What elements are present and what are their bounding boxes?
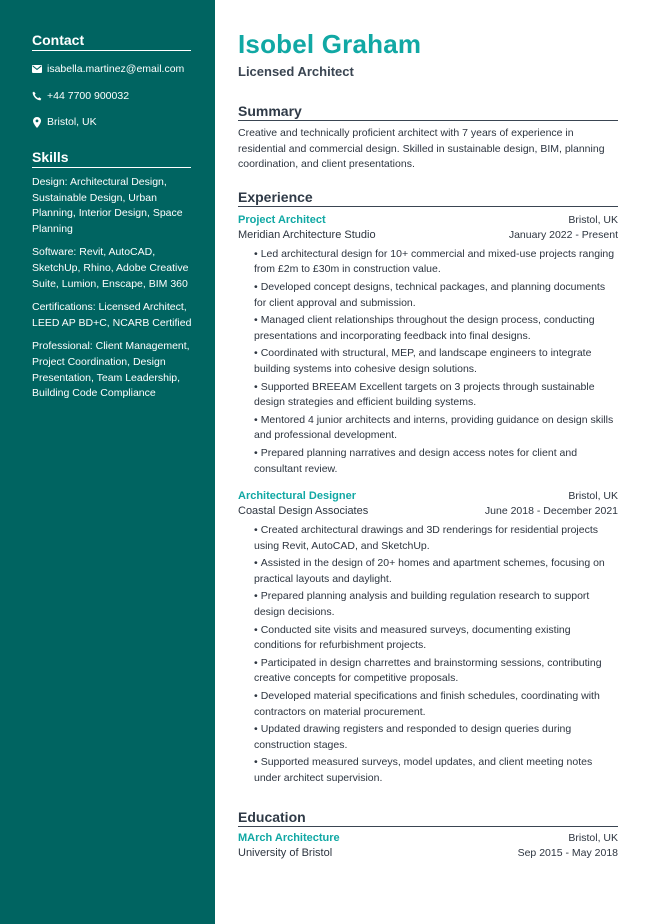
sidebar [0, 0, 215, 924]
job-title: Project Architect [238, 213, 326, 226]
summary-section [238, 103, 618, 173]
bullet-item: • Assisted in the design of 20+ homes and apartment schemes, focusing on practical layouts and daylight. [254, 556, 618, 587]
job-dates: January 2022 - Present [508, 228, 618, 241]
bullet-item: • Created architectural drawings and 3D renderings for residential projects using Revit, AutoCAD, and SketchUp. [254, 523, 618, 554]
map-pin-icon [32, 117, 42, 127]
email-text: isabella.martinez@email.com [47, 63, 185, 75]
job-organization: Meridian Architecture Studio [238, 228, 376, 241]
bullet-item: • Managed client relationships throughout the design process, conducting presentations and incorporating feedback into final designs. [254, 313, 618, 344]
contact-email[interactable] [32, 61, 191, 77]
bullet-item: • Developed concept designs, technical packages, and planning documents for client approval and submission. [254, 280, 618, 311]
job-entry [238, 213, 618, 477]
location-text: Bristol, UK [47, 116, 97, 128]
bullet-item: • Supported measured surveys, model updates, and client meeting notes under architect supervision. [254, 755, 618, 786]
bullet-item: • Developed material specifications and finish schedules, coordinating with contractors on material procurement. [254, 689, 618, 720]
main-content [238, 28, 618, 861]
candidate-title: Licensed Architect [238, 64, 354, 79]
job-title: Architectural Designer [238, 490, 356, 503]
bullet-item: • Coordinated with structural, MEP, and landscape engineers to integrate building systems into cohesive design solutions. [254, 346, 618, 377]
bullet-item: • Prepared planning analysis and building regulation research to support design decisions. [254, 589, 618, 620]
bullet-item: • Conducted site visits and measured surveys, documenting existing conditions for refurbishment projects. [254, 623, 618, 654]
bullet-item: • Prepared planning narratives and design access notes for client and consultant review. [254, 446, 618, 477]
education-section [238, 809, 618, 861]
bullet-item: • Updated drawing registers and responded to design queries during construction stages. [254, 722, 618, 753]
school-name: University of Bristol [238, 846, 333, 859]
summary-heading: Summary [238, 103, 618, 121]
bullet-item: • Participated in design charrettes and brainstorming sessions, contributing creative concepts for competitive proposals. [254, 656, 618, 687]
skill-software: Software: Revit, AutoCAD, SketchUp, Rhino, Adobe Creative Suite, Lumion, Enscape, BIM 360 [32, 246, 189, 290]
contact-heading: Contact [32, 32, 191, 51]
bullet-item: • Led architectural design for 10+ commercial and mixed-use projects ranging from £2m to £30m in construction value. [254, 247, 618, 278]
skill-professional: Professional: Client Management, Project Coordination, Design Presentation, Team Leadership, Building Code Compliance [32, 340, 190, 400]
contact-phone[interactable] [32, 88, 191, 104]
candidate-name: Isobel Graham [238, 29, 422, 59]
summary-text: Creative and technically proficient architect with 7 years of experience in residential and commercial design. Skilled in sustainable design, BIM, planning coordination, and client presentations. [238, 127, 605, 171]
job-bullets [238, 523, 618, 787]
job-location: Bristol, UK [568, 213, 618, 226]
phone-text: +44 7700 900032 [47, 89, 130, 102]
bullet-item: • Mentored 4 junior architects and interns, providing guidance on design skills and professional development. [254, 413, 618, 444]
experience-heading: Experience [238, 189, 618, 207]
envelope-icon [32, 64, 42, 74]
skill-certifications: Certifications: Licensed Architect, LEED AP BD+C, NCARB Certified [32, 301, 192, 329]
education-heading: Education [238, 809, 618, 827]
experience-section [238, 189, 618, 787]
degree-title: MArch Architecture [238, 831, 340, 844]
job-location: Bristol, UK [568, 490, 618, 503]
bullet-item: • Supported BREEAM Excellent targets on 3 projects through sustainable design strategies and efficient building systems. [254, 380, 618, 411]
job-entry [238, 489, 618, 787]
job-bullets [238, 247, 618, 477]
job-organization: Coastal Design Associates [238, 505, 369, 518]
job-dates: June 2018 - December 2021 [484, 505, 618, 518]
phone-icon [32, 91, 42, 101]
contact-location [32, 114, 191, 130]
skills-heading: Skills [32, 149, 191, 168]
skill-design: Design: Architectural Design, Sustainable Design, Urban Planning, Interior Design, Space Planning [32, 176, 183, 235]
education-dates: Sep 2015 - May 2018 [517, 846, 618, 859]
education-location: Bristol, UK [568, 831, 618, 844]
